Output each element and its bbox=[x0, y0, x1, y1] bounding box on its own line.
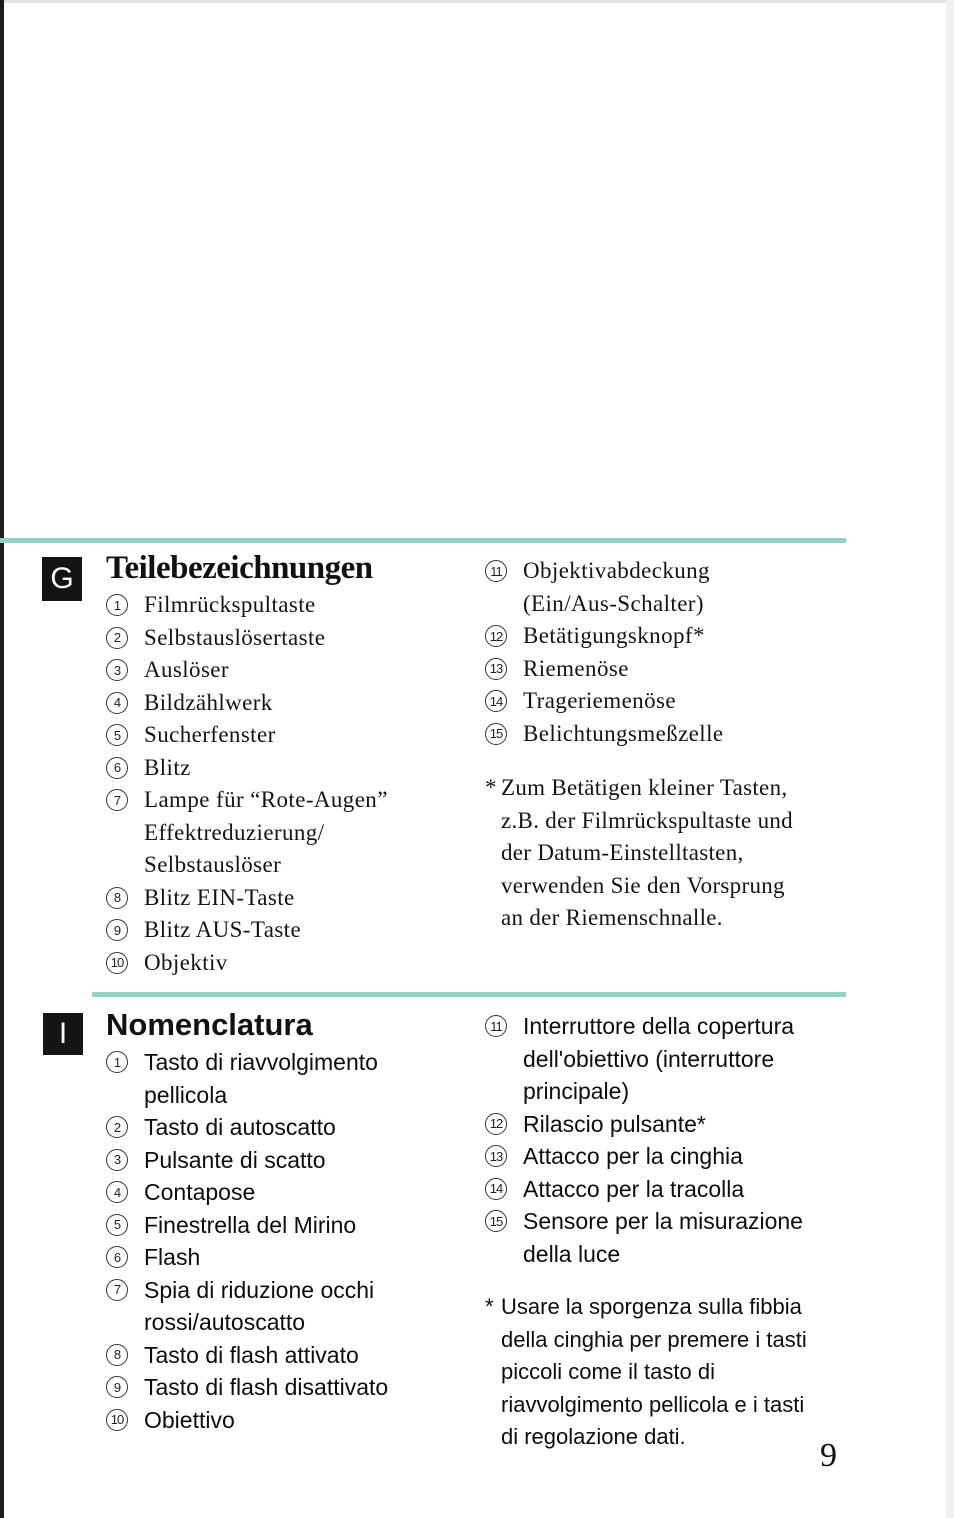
list-item bbox=[106, 1046, 456, 1111]
item-number: 12 bbox=[485, 625, 507, 647]
item-text: Spia di riduzione occhi rossi/autoscatto bbox=[144, 1276, 375, 1335]
item-text: Interruttore della copertura dell'obiettivo (interruttore principale) bbox=[523, 1013, 795, 1104]
footnote-line: der Datum-Einstelltasten, bbox=[501, 840, 744, 865]
list-item bbox=[485, 685, 845, 718]
item-number: 3 bbox=[106, 659, 128, 681]
language-badge-italian: I bbox=[43, 1013, 83, 1055]
item-number: 10 bbox=[106, 952, 128, 974]
item-number: 2 bbox=[106, 1116, 128, 1138]
item-text: Objektiv bbox=[144, 949, 228, 975]
item-text: Tasto di riavvolgimento pellicola bbox=[144, 1049, 378, 1108]
list-item bbox=[106, 1404, 456, 1437]
list-item bbox=[485, 1173, 847, 1206]
item-text: Pulsante di scatto bbox=[144, 1146, 326, 1173]
item-number: 14 bbox=[485, 690, 507, 712]
section-divider-middle bbox=[92, 992, 846, 997]
item-number: 6 bbox=[106, 1246, 128, 1268]
item-text: Rilascio pulsante* bbox=[523, 1110, 706, 1137]
list-item bbox=[485, 1108, 847, 1141]
item-text: Blitz EIN-Taste bbox=[144, 884, 295, 910]
item-number: 9 bbox=[106, 1376, 128, 1398]
item-number: 4 bbox=[106, 1181, 128, 1203]
list-item bbox=[106, 654, 446, 687]
item-text: Lampe für “Rote-Augen” Effektreduzierung/ Selbstauslöser bbox=[144, 787, 388, 877]
item-text: Contapose bbox=[144, 1179, 256, 1205]
item-number: 15 bbox=[485, 1210, 507, 1232]
list-item bbox=[485, 555, 845, 620]
item-number: 13 bbox=[485, 1145, 507, 1167]
item-number: 5 bbox=[106, 724, 128, 746]
page-top-edge bbox=[0, 0, 954, 3]
footnote-line: riavvolgimento pellicola e i tasti bbox=[501, 1391, 805, 1417]
list-item bbox=[485, 653, 845, 686]
italian-parts-list-right bbox=[485, 1010, 847, 1270]
item-text: Betätigungsknopf* bbox=[523, 623, 705, 648]
item-text: Belichtungsmeßzelle bbox=[523, 720, 724, 746]
page-right-edge bbox=[946, 0, 954, 1518]
list-item bbox=[106, 719, 446, 752]
list-item bbox=[485, 718, 845, 751]
item-number: 6 bbox=[106, 757, 128, 779]
list-item bbox=[485, 1010, 847, 1108]
item-text: Selbstauslösertaste bbox=[144, 624, 326, 650]
list-item bbox=[106, 1371, 456, 1404]
german-footnote bbox=[485, 772, 845, 935]
list-item bbox=[106, 914, 446, 947]
german-parts-list-right bbox=[485, 555, 845, 750]
footnote-line: piccoli come il tasto di bbox=[501, 1359, 715, 1384]
italian-footnote bbox=[485, 1291, 845, 1454]
list-item bbox=[106, 1176, 456, 1209]
item-number: 11 bbox=[485, 560, 507, 582]
footnote-line: verwenden Sie den Vorsprung bbox=[501, 872, 785, 898]
item-text: Attacco per la cinghia bbox=[523, 1143, 743, 1169]
section-divider-top bbox=[0, 538, 846, 543]
item-text: Tasto di flash attivato bbox=[144, 1341, 359, 1368]
item-text: Attacco per la tracolla bbox=[523, 1175, 745, 1202]
footnote-line: della cinghia per premere i tasti bbox=[501, 1326, 807, 1352]
item-number: 7 bbox=[106, 1279, 128, 1301]
item-number: 7 bbox=[106, 789, 128, 811]
section-title-german: Teilebezeichnungen bbox=[106, 550, 373, 586]
italian-parts-list-left bbox=[106, 1046, 456, 1436]
item-number: 10 bbox=[106, 1409, 128, 1431]
item-number: 15 bbox=[485, 723, 507, 745]
list-item bbox=[106, 784, 446, 882]
list-item bbox=[485, 620, 845, 653]
list-item bbox=[106, 1144, 456, 1177]
item-text: Tasto di flash disattivato bbox=[144, 1374, 389, 1400]
item-number: 12 bbox=[485, 1113, 507, 1135]
item-text: Tasto di autoscatto bbox=[144, 1114, 336, 1140]
item-number: 8 bbox=[106, 1344, 128, 1366]
list-item bbox=[106, 589, 446, 622]
footnote-line: an der Riemenschnalle. bbox=[501, 905, 723, 930]
item-text: Objektivabdeckung (Ein/Aus-Schalter) bbox=[523, 558, 710, 616]
item-number: 14 bbox=[485, 1178, 507, 1200]
item-text: Sensore per la misurazione della luce bbox=[523, 1208, 803, 1267]
item-number: 9 bbox=[106, 919, 128, 941]
list-item bbox=[106, 687, 446, 720]
list-item bbox=[485, 1140, 847, 1173]
item-text: Blitz AUS-Taste bbox=[144, 917, 302, 942]
page-number: 9 bbox=[820, 1437, 837, 1474]
footnote-asterisk: * bbox=[485, 1294, 494, 1319]
item-text: Flash bbox=[144, 1244, 201, 1270]
list-item bbox=[106, 882, 446, 915]
list-item bbox=[106, 947, 446, 980]
item-text: Bildzählwerk bbox=[144, 689, 273, 715]
list-item bbox=[106, 1111, 456, 1144]
footnote-line: * Zum Betätigen kleiner Tasten, bbox=[485, 772, 845, 805]
footnote-line: di regolazione dati. bbox=[501, 1424, 686, 1449]
item-number: 11 bbox=[485, 1015, 507, 1037]
item-number: 4 bbox=[106, 692, 128, 714]
item-text: Riemenöse bbox=[523, 655, 629, 681]
german-parts-list-left bbox=[106, 589, 446, 979]
item-text: Trageriemenöse bbox=[523, 688, 676, 713]
list-item bbox=[106, 622, 446, 655]
item-text: Sucherfenster bbox=[144, 722, 276, 747]
item-text: Finestrella del Mirino bbox=[144, 1211, 357, 1238]
list-item bbox=[485, 1205, 847, 1270]
list-item bbox=[106, 1274, 456, 1339]
item-number: 1 bbox=[106, 1051, 128, 1073]
item-number: 1 bbox=[106, 594, 128, 616]
item-number: 2 bbox=[106, 627, 128, 649]
footnote-line: * Usare la sporgenza sulla fibbia bbox=[485, 1291, 845, 1324]
list-item bbox=[106, 752, 446, 785]
item-text: Auslöser bbox=[144, 657, 229, 682]
item-text: Blitz bbox=[144, 754, 191, 780]
item-number: 8 bbox=[106, 887, 128, 909]
item-number: 5 bbox=[106, 1214, 128, 1236]
item-text: Obiettivo bbox=[144, 1406, 235, 1433]
item-number: 3 bbox=[106, 1149, 128, 1171]
item-text: Filmrückspultaste bbox=[144, 592, 316, 617]
language-badge-german: G bbox=[42, 557, 82, 601]
list-item bbox=[106, 1241, 456, 1274]
section-title-italian: Nomenclatura bbox=[106, 1007, 313, 1042]
footnote-asterisk: * bbox=[485, 775, 497, 800]
page-left-edge bbox=[0, 0, 4, 1518]
item-number: 13 bbox=[485, 658, 507, 680]
list-item bbox=[106, 1209, 456, 1242]
footnote-line: z.B. der Filmrückspultaste und bbox=[501, 807, 793, 833]
list-item bbox=[106, 1339, 456, 1372]
